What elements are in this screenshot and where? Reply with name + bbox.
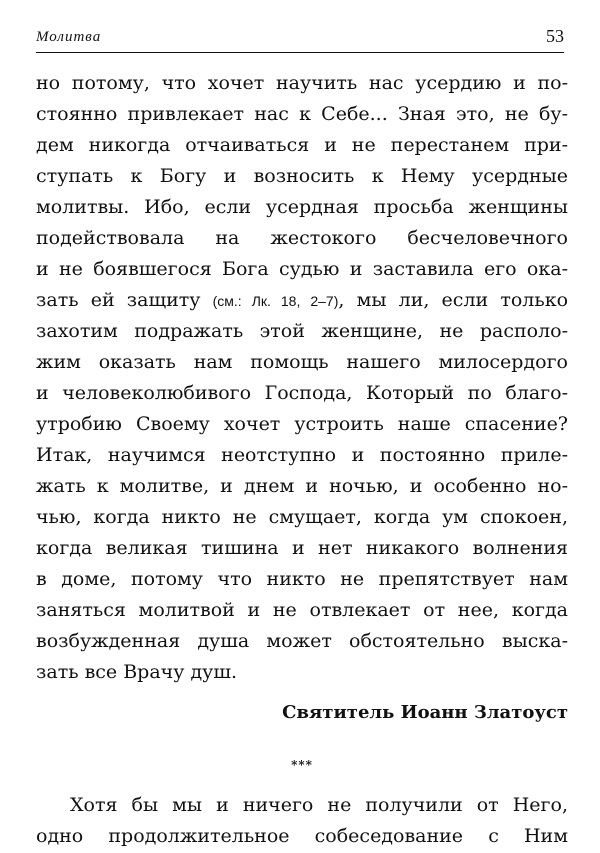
next-passage — [36, 790, 568, 852]
text-line-with-reference — [36, 285, 568, 316]
text-line: когда великая тишина и нет никакого волнения — [36, 537, 568, 559]
running-head — [36, 26, 564, 50]
scripture-reference: (см.: Лк. 18, 2–7) — [212, 293, 339, 309]
text-line: подействовала на жестокого бесчеловечного — [36, 227, 568, 249]
quote-attribution: Святитель Иоанн Златоуст — [282, 702, 568, 723]
page-number: 53 — [546, 26, 564, 46]
line-end: , мы ли, если только — [338, 289, 569, 311]
text-line: молитвы. Ибо, если усердная просьба женщины — [36, 196, 568, 218]
text-line: зать все Врачу душ. — [36, 661, 238, 683]
text-line: утробию Своему хочет устроить наше спасение? — [36, 413, 568, 435]
text-line: захотим подражать этой женщине, не располо- — [36, 320, 568, 342]
text-line: Хотя бы мы и ничего не получили от Него, — [70, 794, 568, 816]
text-line: ступать к Богу и возносить к Нему усердные — [36, 165, 568, 187]
body-text — [36, 68, 568, 852]
text-line: жать к молитве, и днем и ночью, и особенно но- — [36, 475, 568, 497]
header-rule — [36, 52, 564, 53]
text-line: чью, когда никто не смущает, когда ум спокоен, — [36, 506, 568, 528]
text-line: и человеколюбивого Господа, Который по благо- — [36, 382, 568, 404]
text-line: но потому, что хочет научить нас усердию и по- — [36, 72, 568, 94]
text-line: и не боявшегося Бога судью и заставила его ока- — [36, 258, 568, 280]
section-separator: *** — [291, 758, 313, 772]
text-line: заняться молитвой и не отвлекает от нее, когда — [36, 599, 568, 621]
text-line: жим оказать нам помощь нашего милосердого — [36, 351, 568, 373]
text-line: в доме, потому что никто не препятствует нам — [36, 568, 568, 590]
text-line: дем никогда отчаиваться и не перестанем при- — [36, 134, 568, 156]
line-start: зать ей защиту — [36, 289, 213, 311]
text-line: возбужденная душа может обстоятельно выска- — [36, 630, 568, 652]
text-line: стоянно привлекает нас к Себе... Зная это, не бу- — [36, 103, 568, 125]
text-line: Итак, научимся неотступно и постоянно приле- — [36, 444, 568, 466]
text-line: одно продолжительное собеседование с Ним — [36, 825, 568, 847]
section-title: Молитва — [36, 29, 102, 45]
quote-passage — [36, 68, 568, 728]
